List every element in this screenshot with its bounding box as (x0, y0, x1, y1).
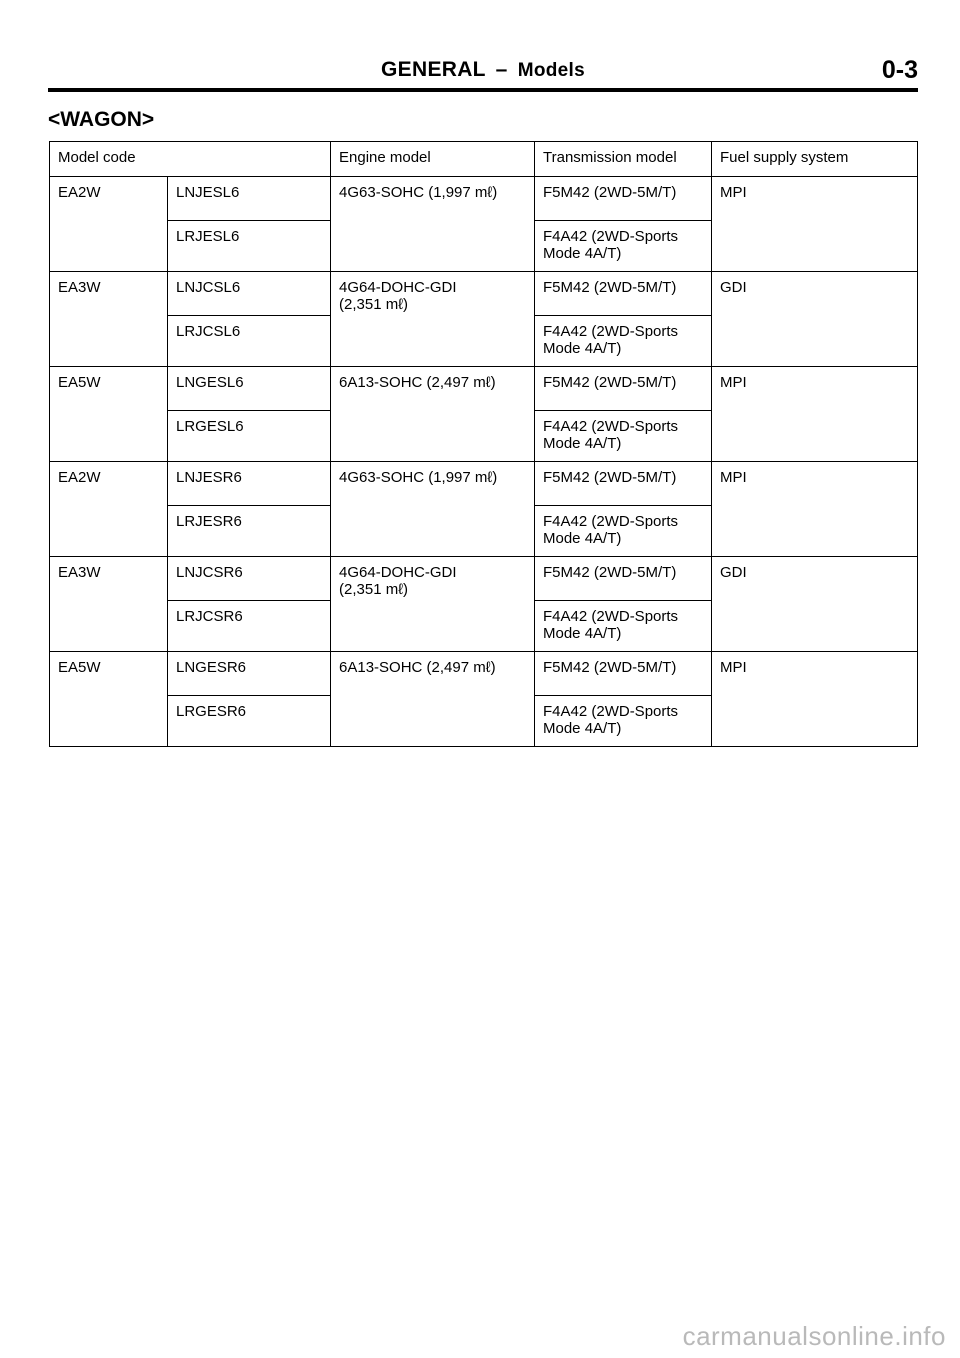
table-row (50, 652, 918, 696)
header-title-main: GENERAL (381, 58, 486, 81)
transmission-model-cell: F4A42 (2WD-Sports Mode 4A/T) (535, 411, 712, 462)
page-title (48, 58, 918, 82)
model-cell: LNGESL6 (168, 367, 331, 411)
model-cell: LNJESL6 (168, 177, 331, 221)
transmission-model-cell: F4A42 (2WD-Sports Mode 4A/T) (535, 316, 712, 367)
column-header-transmission-model: Transmission model (535, 142, 712, 177)
page-number: 0-3 (881, 56, 918, 84)
transmission-model-cell: F4A42 (2WD-Sports Mode 4A/T) (535, 221, 712, 272)
models-table-body (50, 142, 918, 747)
table-row (50, 272, 918, 316)
engine-model-cell: 6A13-SOHC (2,497 mℓ) (331, 367, 535, 462)
models-table (49, 141, 918, 747)
table-row (50, 557, 918, 601)
model-cell: LNGESR6 (168, 652, 331, 696)
model-code-cell: EA3W (50, 557, 168, 652)
fuel-supply-cell: MPI (712, 367, 918, 462)
model-cell: LRGESL6 (168, 411, 331, 462)
model-code-cell: EA2W (50, 462, 168, 557)
engine-model-cell: 4G64-DOHC-GDI (2,351 mℓ) (331, 272, 535, 367)
header-separator: – (495, 58, 508, 81)
section-label: <WAGON> (48, 108, 155, 131)
model-code-cell: EA5W (50, 652, 168, 747)
column-header-fuel-supply-system: Fuel supply system (712, 142, 918, 177)
column-header-model-code: Model code (50, 142, 331, 177)
table-row (50, 367, 918, 411)
model-cell: LRJCSL6 (168, 316, 331, 367)
transmission-model-cell: F5M42 (2WD-5M/T) (535, 462, 712, 506)
transmission-model-cell: F5M42 (2WD-5M/T) (535, 177, 712, 221)
table-row (50, 177, 918, 221)
header-rule (48, 88, 918, 92)
engine-model-cell: 4G63-SOHC (1,997 mℓ) (331, 177, 535, 272)
model-cell: LRJESR6 (168, 506, 331, 557)
transmission-model-cell: F5M42 (2WD-5M/T) (535, 652, 712, 696)
page-header (48, 56, 918, 90)
engine-model-cell: 4G63-SOHC (1,997 mℓ) (331, 462, 535, 557)
column-header-engine-model: Engine model (331, 142, 535, 177)
model-cell: LNJESR6 (168, 462, 331, 506)
model-cell: LNJCSL6 (168, 272, 331, 316)
model-cell: LNJCSR6 (168, 557, 331, 601)
engine-model-cell: 6A13-SOHC (2,497 mℓ) (331, 652, 535, 747)
transmission-model-cell: F4A42 (2WD-Sports Mode 4A/T) (535, 601, 712, 652)
table-header-row (50, 142, 918, 177)
fuel-supply-cell: MPI (712, 652, 918, 747)
transmission-model-cell: F4A42 (2WD-Sports Mode 4A/T) (535, 696, 712, 747)
header-subtitle: Models (517, 60, 585, 81)
model-cell: LRJCSR6 (168, 601, 331, 652)
fuel-supply-cell: MPI (712, 177, 918, 272)
model-cell: LRGESR6 (168, 696, 331, 747)
engine-model-cell: 4G64-DOHC-GDI (2,351 mℓ) (331, 557, 535, 652)
model-code-cell: EA2W (50, 177, 168, 272)
fuel-supply-cell: GDI (712, 557, 918, 652)
transmission-model-cell: F4A42 (2WD-Sports Mode 4A/T) (535, 506, 712, 557)
transmission-model-cell: F5M42 (2WD-5M/T) (535, 272, 712, 316)
fuel-supply-cell: GDI (712, 272, 918, 367)
model-code-cell: EA3W (50, 272, 168, 367)
transmission-model-cell: F5M42 (2WD-5M/T) (535, 367, 712, 411)
model-code-cell: EA5W (50, 367, 168, 462)
fuel-supply-cell: MPI (712, 462, 918, 557)
watermark-text: carmanualsonline.info (682, 1321, 946, 1351)
model-cell: LRJESL6 (168, 221, 331, 272)
transmission-model-cell: F5M42 (2WD-5M/T) (535, 557, 712, 601)
table-row (50, 462, 918, 506)
